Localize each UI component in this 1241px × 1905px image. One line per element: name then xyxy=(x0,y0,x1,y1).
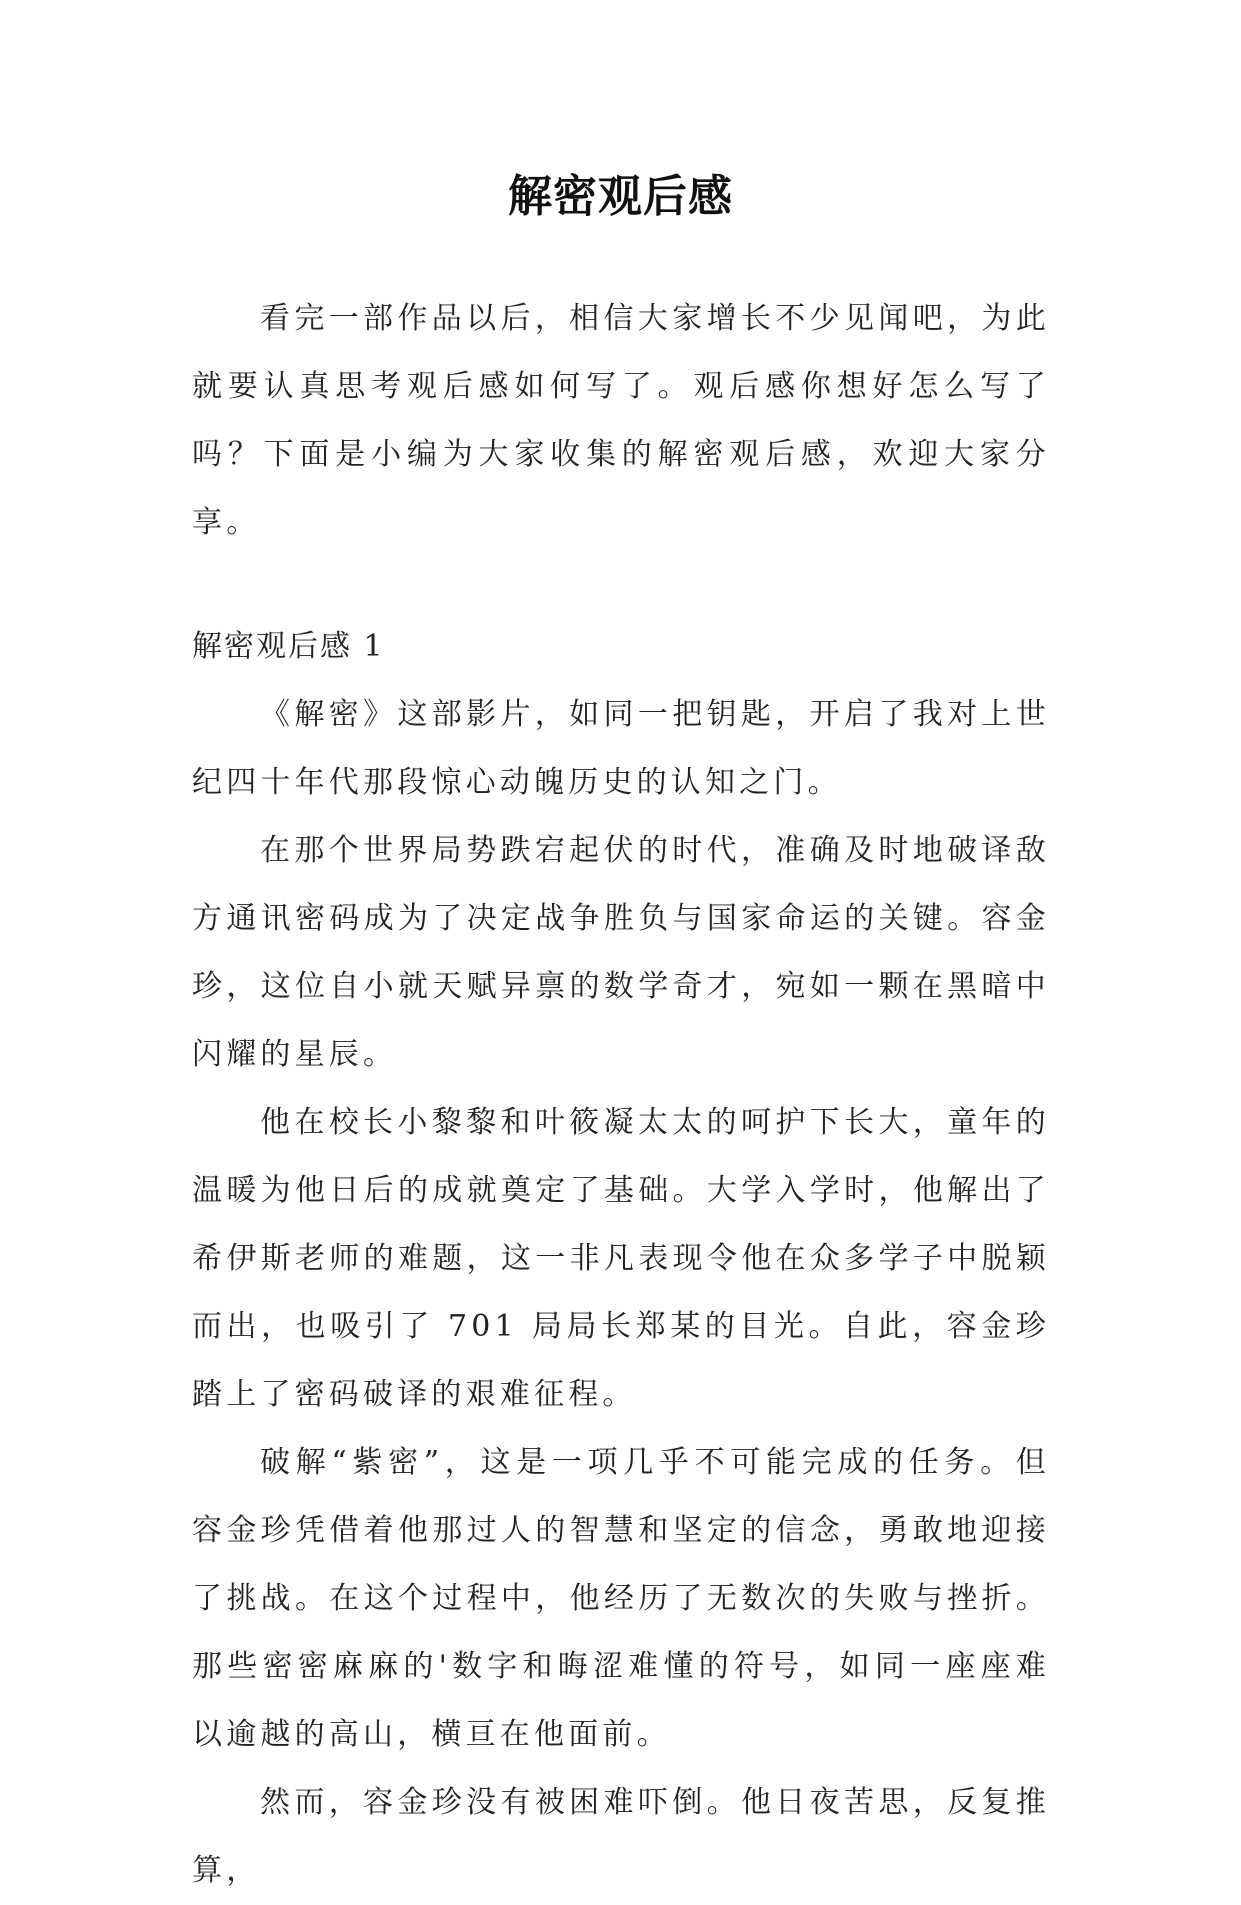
body-paragraph-3: 他在校长小黎黎和叶筱凝太太的呵护下长大，童年的温暖为他日后的成就奠定了基础。大学入学时，他解出了希伊斯老师的难题，这一非凡表现令他在众多学子中脱颖而出，也吸引了 701 局局长郑某的目光。自此，容金珍踏上了密码破译的艰难征程。 xyxy=(192,1105,1050,1412)
body-paragraph-2: 在那个世界局势跌宕起伏的时代，准确及时地破译敌方通讯密码成为了决定战争胜负与国家命运的关键。容金珍，这位自小就天赋异禀的数学奇才，宛如一颗在黑暗中闪耀的星辰。 xyxy=(192,833,1050,1072)
section-heading: 解密观后感 1 xyxy=(192,629,385,664)
body-paragraph-5: 然而，容金珍没有被困难吓倒。他日夜苦思，反复推算， xyxy=(192,1785,1050,1888)
body-paragraph-4: 破解“紫密”，这是一项几乎不可能完成的任务。但容金珍凭借着他那过人的智慧和坚定的信念，勇敢地迎接了挑战。在这个过程中，他经历了无数次的失败与挫折。那些密密麻麻的'数字和晦涩难懂的符号，如同一座座难以逾越的高山，横亘在他面前。 xyxy=(192,1445,1050,1752)
document-title: 解密观后感 xyxy=(508,171,733,222)
document-body xyxy=(192,285,1050,1905)
intro-paragraph: 看完一部作品以后，相信大家增长不少见闻吧，为此就要认真思考观后感如何写了。观后感你想好怎么写了吗？下面是小编为大家收集的解密观后感，欢迎大家分享。 xyxy=(192,301,1050,540)
body-paragraph-1: 《解密》这部影片，如同一把钥匙，开启了我对上世纪四十年代那段惊心动魄历史的认知之门。 xyxy=(192,697,1050,800)
